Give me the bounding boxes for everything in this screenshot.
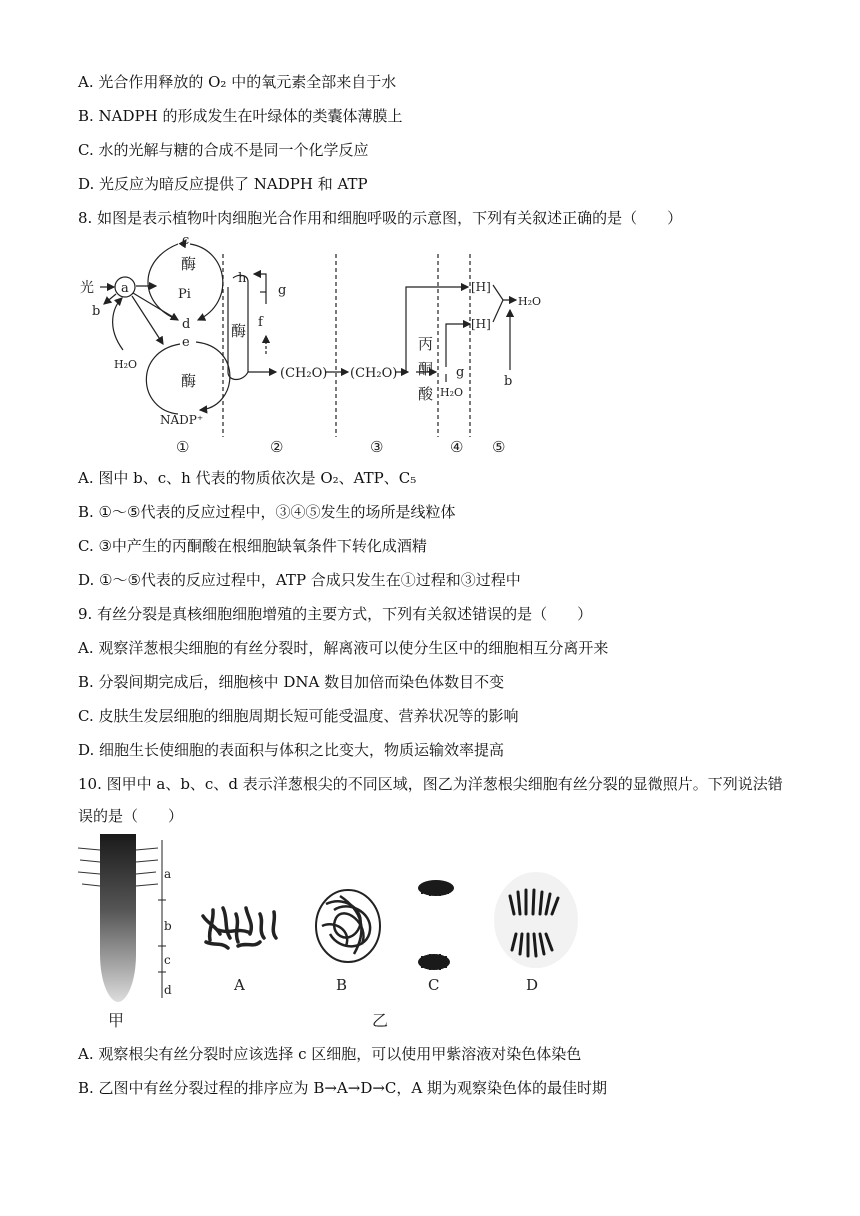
- label-e: e: [182, 335, 190, 350]
- photo-b: [316, 890, 380, 962]
- region-d: d: [164, 983, 172, 997]
- root-tip-image: [78, 834, 166, 1002]
- stage-5: ⑤: [492, 438, 506, 456]
- label-pyruvate-3: 酸: [418, 385, 434, 403]
- q8-option-b: B. ①～⑤代表的反应过程中，③④⑤发生的场所是线粒体: [78, 503, 456, 521]
- region-b: b: [164, 919, 172, 933]
- label-enzyme-1: 酶: [181, 255, 197, 273]
- q7-option-c: C. 水的光解与糖的合成不是同一个化学反应: [78, 141, 369, 159]
- label-c: c: [182, 233, 190, 248]
- region-a: a: [164, 867, 172, 881]
- label-ch2o-2: (CH₂O): [350, 366, 398, 381]
- photo-c: [418, 880, 454, 970]
- label-pyruvate-2: 酮: [418, 360, 434, 378]
- photo-label-d: D: [526, 976, 539, 994]
- label-h: h: [238, 271, 247, 286]
- region-c: c: [164, 953, 171, 967]
- label-h-bracket-2: [H]: [471, 317, 491, 331]
- label-enzyme-3: 酶: [231, 322, 247, 340]
- q7-option-d: D. 光反应为暗反应提供了 NADPH 和 ATP: [78, 175, 368, 193]
- label-pi: Pi: [178, 287, 191, 302]
- q9-option-b: B. 分裂间期完成后，细胞核中 DNA 数目加倍而染色体数目不变: [78, 673, 505, 691]
- label-f: f: [258, 315, 263, 330]
- label-nadp: NADP⁺: [160, 413, 204, 427]
- label-b-2: b: [504, 374, 513, 389]
- photo-label-b: B: [336, 976, 348, 994]
- q9-option-d: D. 细胞生长使细胞的表面积与体积之比变大，物质运输效率提高: [78, 741, 505, 759]
- stage-4: ④: [450, 438, 464, 456]
- label-ch2o-1: (CH₂O): [280, 366, 328, 381]
- q10-stem-line-2: 误的是（ ）: [78, 807, 184, 825]
- q10-stem-line-1: 10. 图甲中 a、b、c、d 表示洋葱根尖的不同区域，图乙为洋葱根尖细胞有丝分裂的显微照片。下列说法错: [78, 775, 783, 793]
- label-g-2: g: [456, 365, 465, 380]
- label-g-1: g: [278, 283, 287, 298]
- stage-1: ①: [176, 438, 190, 456]
- label-a: a: [121, 281, 129, 296]
- q10-option-a: A. 观察根尖有丝分裂时应该选择 c 区细胞，可以使用甲紫溶液对染色体染色: [78, 1045, 582, 1063]
- q9-option-a: A. 观察洋葱根尖细胞的有丝分裂时，解离液可以使分生区中的细胞相互分离开来: [78, 639, 609, 657]
- q7-option-b: B. NADPH 的形成发生在叶绿体的类囊体薄膜上: [78, 107, 403, 125]
- q9-stem: 9. 有丝分裂是真核细胞细胞增殖的主要方式，下列有关叙述错误的是（ ）: [78, 605, 593, 623]
- figure-jia-label: 甲: [108, 1011, 125, 1030]
- photo-a: [203, 908, 276, 948]
- q7-option-a: A. 光合作用释放的 O₂ 中的氧元素全部来自于水: [78, 73, 397, 91]
- label-water-2: H₂O: [440, 386, 464, 399]
- photo-d: [494, 872, 578, 968]
- stage-3: ③: [370, 438, 384, 456]
- label-b: b: [92, 304, 101, 319]
- q10-option-b: B. 乙图中有丝分裂过程的排序应为 B→A→D→C，A 期为观察染色体的最佳时期: [78, 1079, 607, 1097]
- q9-option-c: C. 皮肤生发层细胞的细胞周期长短可能受温度、营养状况等的影响: [78, 707, 519, 725]
- photo-label-a: A: [234, 976, 245, 994]
- label-pyruvate-1: 丙: [418, 335, 434, 353]
- figure-yi-label: 乙: [372, 1011, 389, 1030]
- stage-2: ②: [270, 438, 284, 456]
- root-tip-mitosis-figure: [78, 834, 598, 1034]
- q8-option-c: C. ③中产生的丙酮酸在根细胞缺氧条件下转化成酒精: [78, 537, 427, 555]
- label-water-3: H₂O: [518, 295, 542, 308]
- label-enzyme-2: 酶: [181, 372, 197, 390]
- photosynthesis-respiration-diagram: [78, 232, 548, 460]
- q8-stem: 8. 如图是表示植物叶肉细胞光合作用和细胞呼吸的示意图，下列有关叙述正确的是（ ）: [78, 209, 683, 227]
- label-water-1: H₂O: [114, 358, 138, 371]
- label-h-bracket-1: [H]: [471, 280, 491, 294]
- label-d: d: [182, 317, 191, 332]
- label-light: 光: [80, 280, 94, 296]
- q8-option-d: D. ①～⑤代表的反应过程中，ATP 合成只发生在①过程和③过程中: [78, 571, 521, 589]
- photo-label-c: C: [428, 976, 440, 994]
- q8-option-a: A. 图中 b、c、h 代表的物质依次是 O₂、ATP、C₅: [78, 469, 417, 487]
